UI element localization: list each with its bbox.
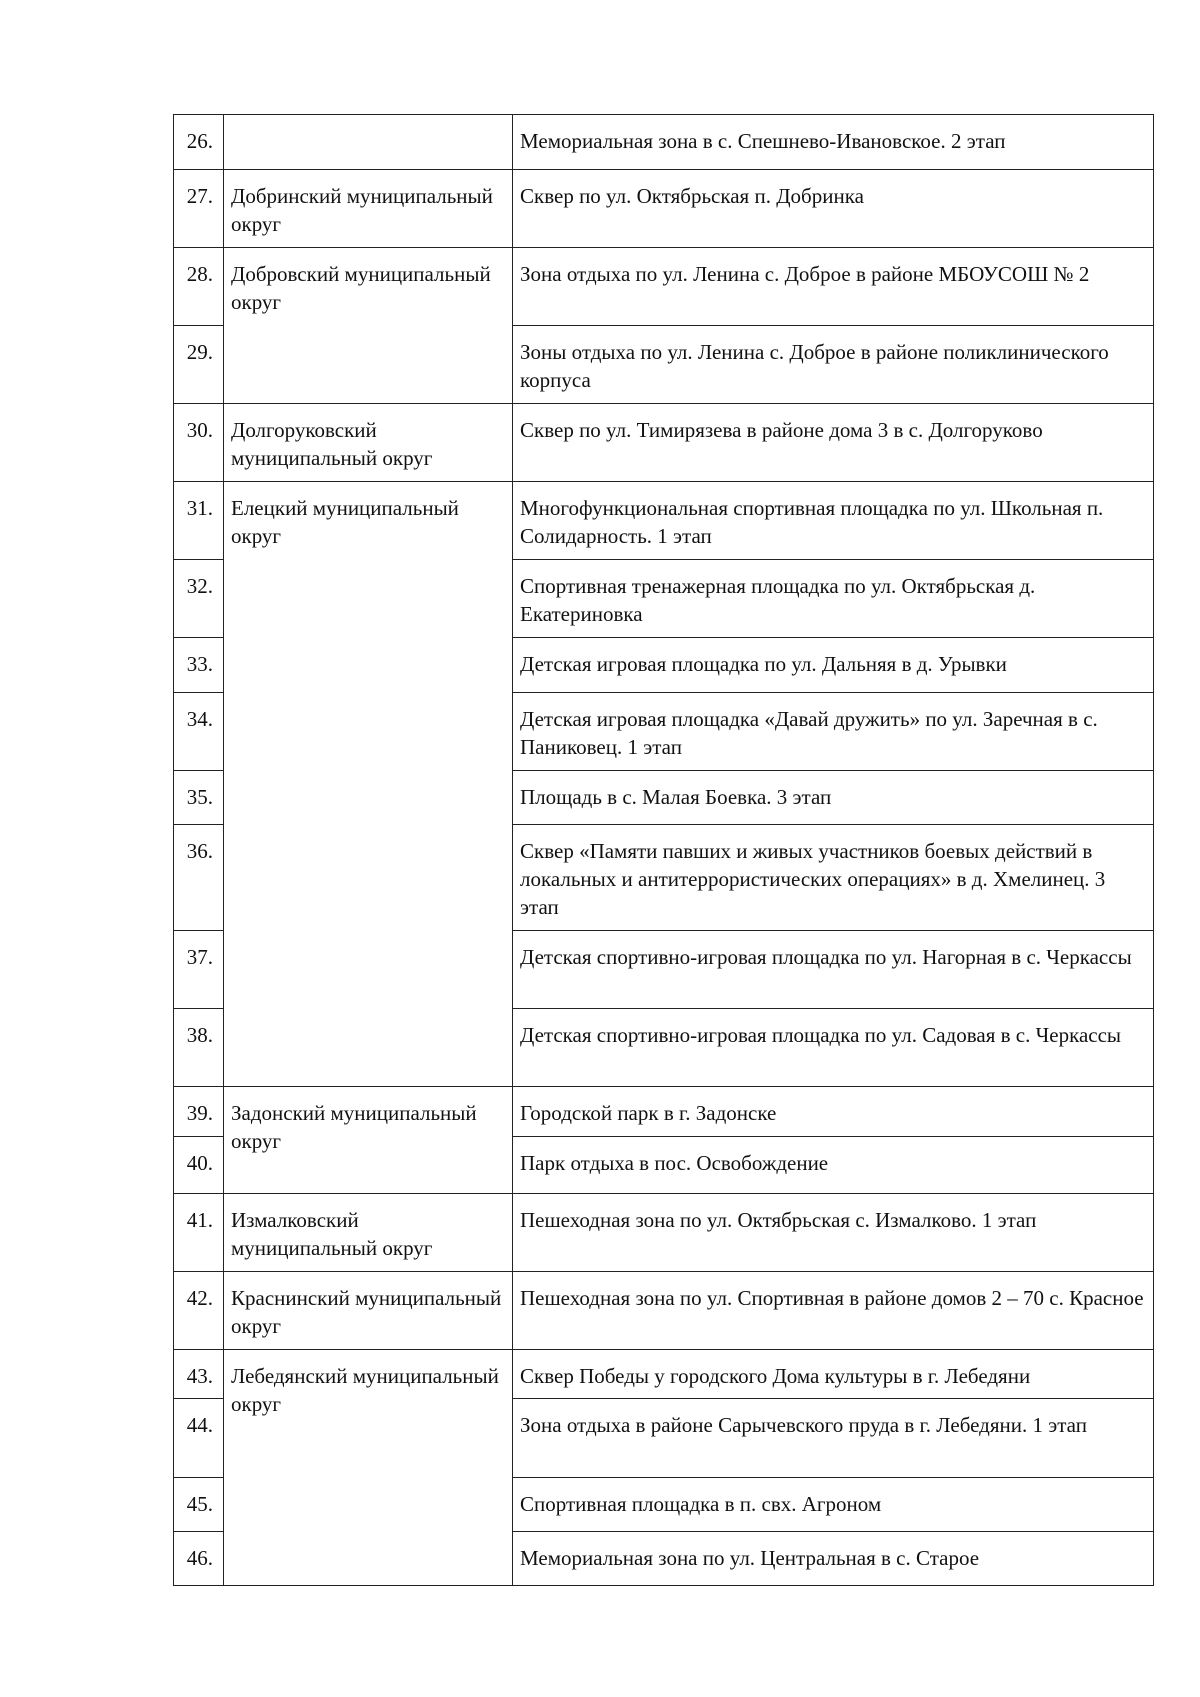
row-number: 43.	[174, 1350, 224, 1399]
site-cell: Спортивная тренажерная площадка по ул. Октябрьская д. Екатериновка	[513, 560, 1154, 638]
site-cell: Площадь в с. Малая Боевка. 3 этап	[513, 771, 1154, 825]
projects-table	[173, 114, 1154, 1586]
table-row	[174, 1272, 1154, 1350]
table-row	[174, 170, 1154, 248]
district-cell: Добринский муниципальный округ	[224, 170, 513, 248]
table-row	[174, 1087, 1154, 1137]
row-number: 46.	[174, 1532, 224, 1586]
table-row	[174, 404, 1154, 482]
site-cell: Сквер Победы у городского Дома культуры в г. Лебедяни	[513, 1350, 1154, 1399]
table-row	[174, 115, 1154, 170]
row-number: 32.	[174, 560, 224, 638]
site-cell: Спортивная площадка в п. свх. Агроном	[513, 1478, 1154, 1532]
row-number: 37.	[174, 931, 224, 1009]
district-cell: Задонский муниципальный округ	[224, 1087, 513, 1194]
site-cell: Зона отдыха в районе Сарычевского пруда в г. Лебедяни. 1 этап	[513, 1399, 1154, 1478]
site-cell: Мемориальная зона по ул. Центральная в с. Старое	[513, 1532, 1154, 1586]
site-cell: Пешеходная зона по ул. Октябрьская с. Измалково. 1 этап	[513, 1194, 1154, 1272]
row-number: 29.	[174, 326, 224, 404]
site-cell: Сквер «Памяти павших и живых участников боевых действий в локальных и антитеррористических операциях» в д. Хмелинец. 3 этап	[513, 825, 1154, 931]
row-number: 41.	[174, 1194, 224, 1272]
district-cell	[224, 115, 513, 170]
site-cell: Сквер по ул. Тимирязева в районе дома 3 в с. Долгоруково	[513, 404, 1154, 482]
site-cell: Детская спортивно-игровая площадка по ул. Садовая в с. Черкассы	[513, 1009, 1154, 1087]
site-cell: Детская игровая площадка «Давай дружить» по ул. Заречная в с. Паниковец. 1 этап	[513, 693, 1154, 771]
site-cell: Парк отдыха в пос. Освобождение	[513, 1137, 1154, 1194]
site-cell: Детская игровая площадка по ул. Дальняя в д. Урывки	[513, 638, 1154, 693]
row-number: 34.	[174, 693, 224, 771]
site-cell: Детская спортивно-игровая площадка по ул. Нагорная в с. Черкассы	[513, 931, 1154, 1009]
table-row	[174, 248, 1154, 326]
row-number: 38.	[174, 1009, 224, 1087]
row-number: 44.	[174, 1399, 224, 1478]
site-cell: Многофункциональная спортивная площадка по ул. Школьная п. Солидарность. 1 этап	[513, 482, 1154, 560]
row-number: 26.	[174, 115, 224, 170]
district-cell: Измалковский муниципальный округ	[224, 1194, 513, 1272]
row-number: 30.	[174, 404, 224, 482]
district-cell: Добровский муниципальный округ	[224, 248, 513, 404]
row-number: 42.	[174, 1272, 224, 1350]
table-row	[174, 1350, 1154, 1399]
site-cell: Пешеходная зона по ул. Спортивная в районе домов 2 – 70 с. Красное	[513, 1272, 1154, 1350]
row-number: 33.	[174, 638, 224, 693]
row-number: 31.	[174, 482, 224, 560]
district-cell: Краснинский муниципальный округ	[224, 1272, 513, 1350]
row-number: 27.	[174, 170, 224, 248]
row-number: 40.	[174, 1137, 224, 1194]
district-cell: Лебедянский муниципальный округ	[224, 1350, 513, 1586]
table-row	[174, 1194, 1154, 1272]
row-number: 36.	[174, 825, 224, 931]
site-cell: Сквер по ул. Октябрьская п. Добринка	[513, 170, 1154, 248]
site-cell: Зона отдыха по ул. Ленина с. Доброе в районе МБОУСОШ № 2	[513, 248, 1154, 326]
table-row	[174, 482, 1154, 560]
district-cell: Долгоруковский муниципальный округ	[224, 404, 513, 482]
row-number: 28.	[174, 248, 224, 326]
row-number: 35.	[174, 771, 224, 825]
row-number: 45.	[174, 1478, 224, 1532]
district-cell: Елецкий муниципальный округ	[224, 482, 513, 1087]
row-number: 39.	[174, 1087, 224, 1137]
site-cell: Зоны отдыха по ул. Ленина с. Доброе в районе поликлинического корпуса	[513, 326, 1154, 404]
site-cell: Городской парк в г. Задонске	[513, 1087, 1154, 1137]
site-cell: Мемориальная зона в с. Спешнево-Ивановское. 2 этап	[513, 115, 1154, 170]
